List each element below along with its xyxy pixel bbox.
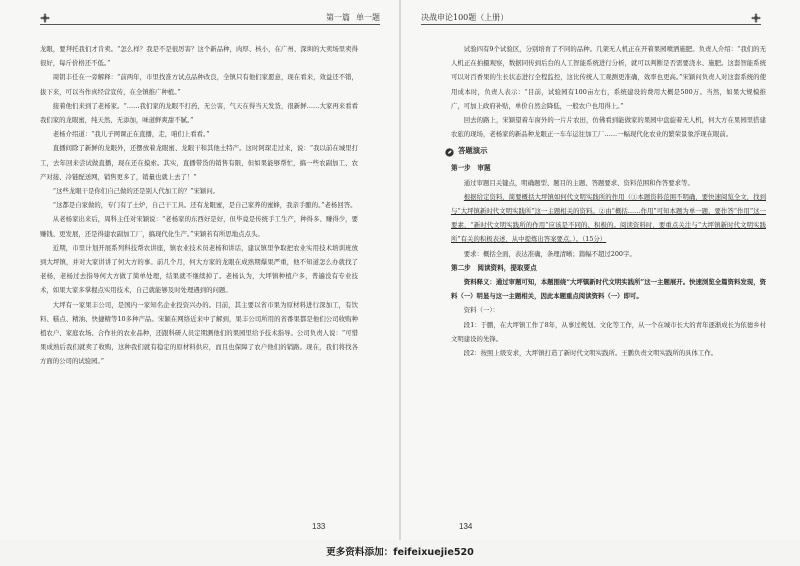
page-number: 133	[312, 522, 326, 531]
paragraph: 周钥丰任在一旁解释：“前两年，市里找准方试点品种改良，全镇只有他们家愿意，现在看来，效益还不错，拔下来，可以当作真经营宣传，在全镇推广种植。”	[40, 73, 358, 96]
left-page-body	[40, 42, 358, 369]
paragraph: 试验四有9个试验区，分别培育了不同的品种。几架无人机正在开着果园喷洒施肥。负责人介绍：“我们的无人机正在拍摄观察，数据同传到后台的人工智能系统进行分析，就可以判断是否需要浇水、施肥。这套智能系统可以对百香果的生长状态进行全程监控，这比传统人工观测更准确，效率也更高。”宋颖问负责人对这套系统的使用成本时，负责人表示：“目前，试验园有100亩左右，系统建设的费用大概是500万。当然，如果大规模推广，可加上政府补贴，单价自然会降低，一般农户也用得上。”	[451, 45, 766, 110]
paragraph: 根据给定资料，简要概括大坪镇如何代文明实践所的作用（①本题资料范围不明确，要快速阅览全文，找到与“大坪镇新时代文明实践所”这一主题相关的资料。②由“概括……作用”可知本题为单一题，要作答“作用”这一要素，“新时代文明实践所的作用”应该是不同的、积极的。阅读资料时，要重点关注与“大坪镇新时代文明实践所”有关的积极表述，从中提炼出答案要点。）。（15分）	[451, 192, 766, 244]
right-page-header	[421, 12, 761, 24]
paragraph: 通过审题目关键点，明确题型、题目的主题、答题要求、资料范围和作答要求等。	[463, 178, 694, 187]
paragraph: 直播间除了新鲜的龙眼外，还摆放着龙眼蜜、龙眼干和其他土特产。这时阿琛走过来，说：“我以前在城里打工，去年回来尝试做直播，现在还在摸索。其实，直播带货的销售有限，但如果能够帮忙，搞一些农副加工、农产对接、冷链配送网，销售更多了，销量也就上去了！”	[40, 144, 358, 181]
left-header-rule	[40, 24, 380, 25]
section-heading	[445, 143, 766, 159]
paragraph: 段1：于鹏，在大坪镇工作了8年，从事过规划、文化等工作，从一个在城市长大的青年逐渐成长为依德乡村文明建设的先锋。	[451, 320, 766, 343]
paragraph: 段2：按照上级安求，大坪镇打造了新时代文明实践所。王鹏负责文明实践所的具体工作。	[463, 349, 718, 358]
paragraph: 接着他们来到了老杨家。“……我们家的龙眼不打药，无公害，气天在得当天发货，很新鲜……大家再来看看我们家的龙眼蜜，纯天然、无添加，味道鲜爽甜不腻。”	[40, 101, 358, 125]
paragraph: 回去的路上，宋颖望着车窗外的一片片农田，仿佛看到能做家的果园中盘旋着无人机，何大方在果园里搭建农旅的现场，老杨家的新品种龙眼正一车车运往加工厂……一幅现代化农业的繁荣景象浮现在眼前。	[451, 116, 766, 139]
step-heading: 第一步 审题	[451, 164, 491, 173]
paragraph: 大坪有一家果丰公司，是国内一家知名企业投资兴办的。目前，其主要以省市果为原材料进行深加工，有饮料、糕点、精油、快捷精等10多种产品。宋颖在网络近来中了解到，果丰公司所用的省番果都是他们公司收购种植农户、家庭农场、合作社的农业品种，还跟科研人员定期测他们的果园里给予技术指导。公司负责人说：“可惜果成熟后我们就卖了收购，这种我们就有稳定的原材料供应，而且也保障了农户他们的销路。现在，我们将找各方面的公司的试验园。”	[40, 300, 358, 366]
flower-ornament-icon	[751, 13, 761, 23]
left-page	[0, 0, 399, 540]
section-title-text: 答题演示	[458, 146, 488, 156]
right-page	[401, 0, 800, 540]
paragraph: 老杨介绍道：“我儿子网课正在直播，走，咱们上看看。”	[52, 130, 210, 139]
leaf-badge-icon	[445, 147, 454, 156]
paragraph: 资料释义：通过审题可知，本题围绕“大坪镇新时代文明实践所”这一主题展开。快速浏览全篇资料发现，资料（一）明显与这一主题相关，因此本题重点阅读资料（一）即可。	[451, 278, 766, 301]
left-page-header	[40, 12, 380, 24]
paragraph: 要求：概括全面，表达准确，条理清晰；篇幅不超过200字。	[463, 249, 636, 258]
paragraph: “这都是自家做的，专门有了土炉，自己干工具。还有龙眼蜜，是自己家养的蜜蜂，我亲手酿的。”老杨回答。	[52, 201, 357, 210]
section-label: 单一题	[356, 13, 380, 22]
paragraph: 龙眼，要拜托我们才肯卖。“怎么样？我是不是很厉害？这个新品种，肉厚、核小，在广州、深圳的大卖场里卖得很好，每斤价格还不低。”	[40, 45, 358, 68]
right-page-body	[451, 42, 766, 360]
paragraph: 资料（一）：	[463, 306, 499, 315]
paragraph: 近期，市里计划开展系列科技帮农讲座，镇农业技术员老杨和讲话，建议镇里争取把农业实用技术培训班放到大坪镇，并对大家讲讲了何大方的事。前几个月，何大方家的龙眼在成熟期爆果严重，他不知道怎么办就找了老杨，老杨过去指导何大方做了简单处理，结果就不继续掉了。老杨认为，大坪镇种植户多，普遍没有专业技术，如果大家多掌握点实用技术，自己就能够及时处理遇到的问题。	[40, 243, 358, 295]
step-heading: 第二步 阅读资料，提取要点	[451, 263, 537, 272]
chapter-label: 第一篇	[326, 13, 350, 22]
right-header-rule	[421, 24, 761, 25]
paragraph: “这些龙眼干是你们自己做的还是别人代加工的？”宋颖问。	[52, 187, 220, 196]
page-number: 134	[459, 522, 473, 531]
book-title: 决战申论100题（上册）	[421, 13, 509, 22]
flower-ornament-icon	[40, 13, 50, 23]
paragraph: 从老杨家出来后，周科主任对宋颖说：“老杨家的东西好是好，但毕竟是传统手工生产，种得多、赚得少，要赚钱、更发展，还是得建农副加工厂，搞现代化生产。”宋颖若有所思地点点头。	[40, 215, 358, 238]
footer-note: 更多资料添加：feifeixuejie520	[326, 547, 474, 558]
